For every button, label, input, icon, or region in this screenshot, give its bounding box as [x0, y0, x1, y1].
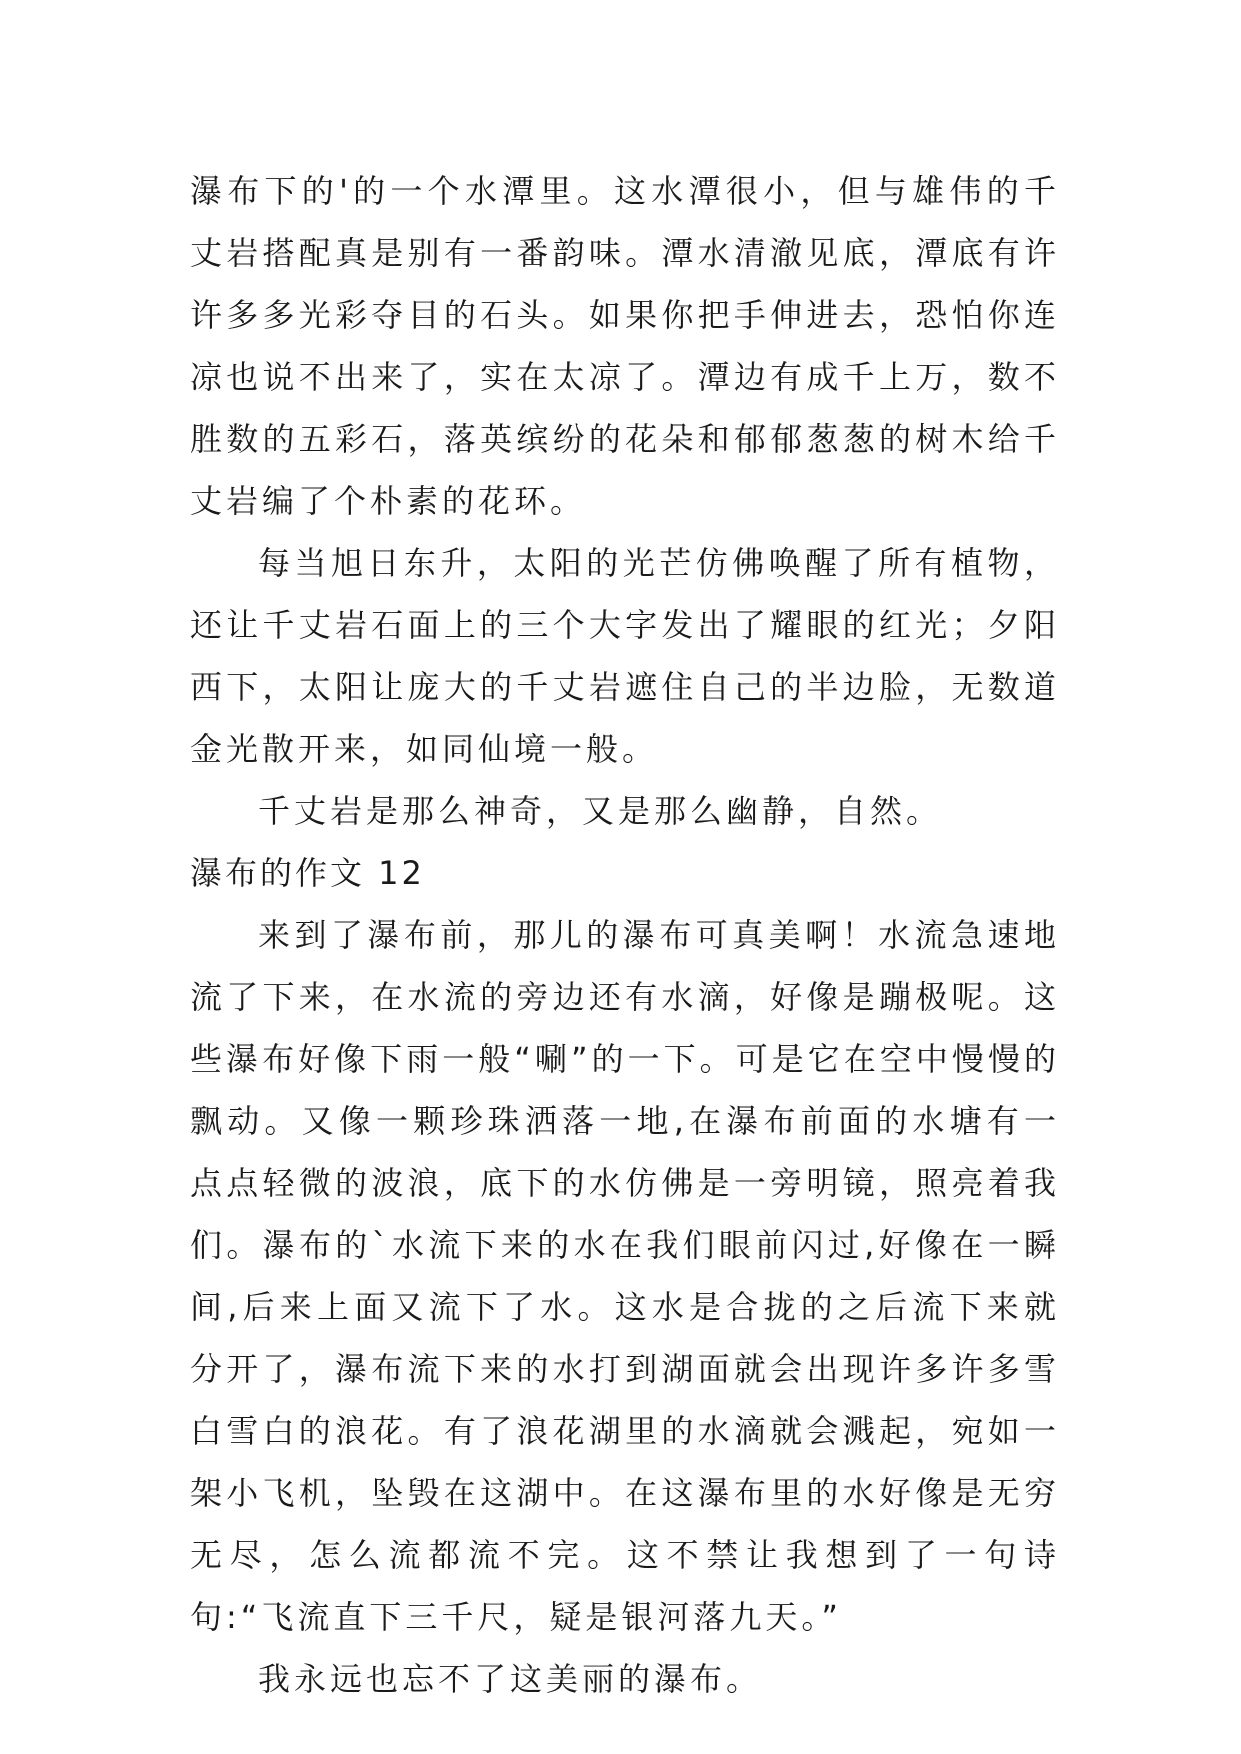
- paragraph-waterfall-description: 来到了瀑布前，那儿的瀑布可真美啊！水流急速地流了下来，在水流的旁边还有水滴，好像是蹦极呢。这些瀑布好像下雨一般“唰”的一下。可是它在空中慢慢的飘动。又像一颗珍珠洒落一地,在瀑布前面的水塘有一点点轻微的波浪，底下的水仿佛是一旁明镜，照亮着我们。瀑布的`水流下来的水在我们眼前闪过,好像在一瞬间,后来上面又流下了水。这水是合拢的之后流下来就分开了，瀑布流下来的水打到湖面就会出现许多许多雪白雪白的浪花。有了浪花湖里的水滴就会溅起，宛如一架小飞机，坠毁在这湖中。在这瀑布里的水好像是无穷无尽，怎么流都流不完。这不禁让我想到了一句诗句:“飞流直下三千尺，疑是银河落九天。”: [190, 916, 1060, 1636]
- paragraph-sunrise-sunset: 每当旭日东升，太阳的光芒仿佛唤醒了所有植物，还让千丈岩石面上的三个大字发出了耀眼的红光；夕阳西下，太阳让庞大的千丈岩遮住自己的半边脸，无数道金光散开来，如同仙境一般。: [190, 544, 1060, 768]
- paragraph-closing: 我永远也忘不了这美丽的瀑布。: [258, 1660, 763, 1698]
- document-body: [190, 160, 1060, 1710]
- section-heading: 瀑布的作文 12: [190, 854, 425, 892]
- paragraph-qianzhangyan-summary: 千丈岩是那么神奇，又是那么幽静，自然。: [258, 792, 943, 830]
- paragraph-waterfall-pool: 瀑布下的'的一个水潭里。这水潭很小，但与雄伟的千丈岩搭配真是别有一番韵味。潭水清澈见底，潭底有许许多多光彩夺目的石头。如果你把手伸进去，恐怕你连凉也说不出来了，实在太凉了。潭边有成千上万，数不胜数的五彩石，落英缤纷的花朵和郁郁葱葱的树木给千丈岩编了个朴素的花环。: [190, 172, 1060, 520]
